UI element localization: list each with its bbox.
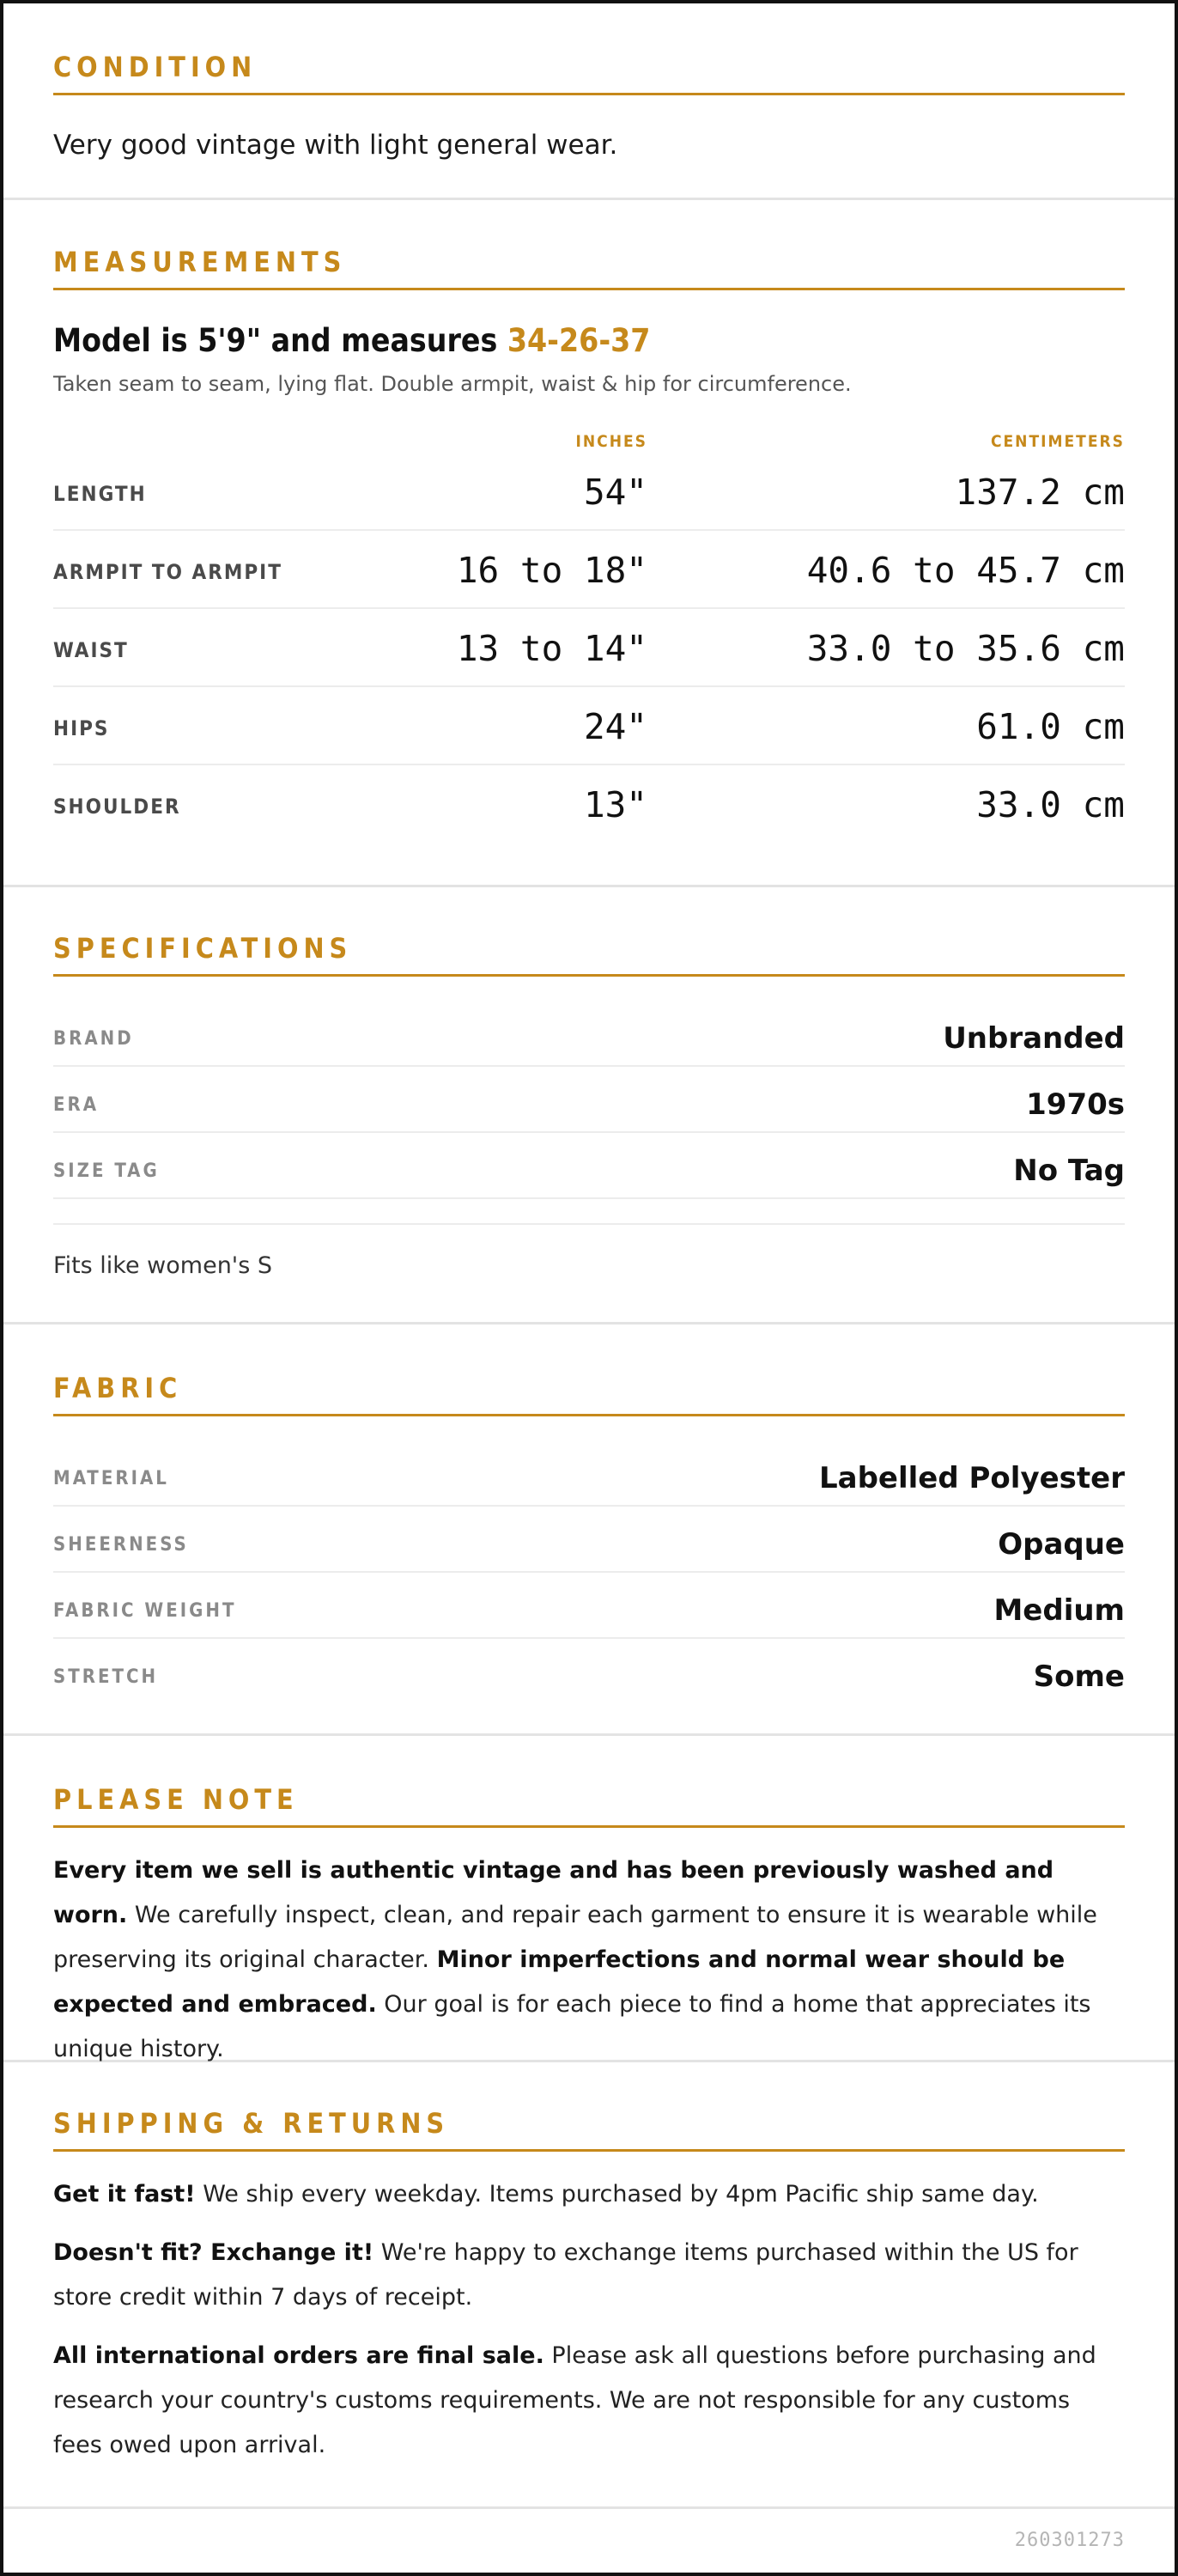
spec-key: SIZE TAG — [53, 1160, 160, 1182]
measurement-row-armpit — [53, 531, 1125, 609]
fabric-heading: FABRIC — [53, 1374, 1125, 1416]
fabric-value: Medium — [993, 1593, 1125, 1628]
sku-number: 260301273 — [1014, 2530, 1125, 2551]
model-measure-value: 34-26-37 — [507, 322, 651, 359]
measurement-inches: 16 to 18" — [456, 550, 647, 591]
condition-section — [3, 3, 1175, 200]
measurement-column-headers — [53, 396, 1125, 453]
measurement-cm: 137.2 cm — [955, 472, 1125, 513]
spec-row-era — [53, 1067, 1125, 1133]
measurement-row-length — [53, 453, 1125, 531]
shipping-international-bold: All international orders are final sale. — [53, 2342, 544, 2369]
fabric-row-stretch — [53, 1639, 1125, 1705]
fabric-row-weight — [53, 1573, 1125, 1639]
spec-value: Unbranded — [943, 1021, 1125, 1056]
fabric-row-material — [53, 1440, 1125, 1507]
fabric-value: Labelled Polyester — [818, 1461, 1125, 1495]
fabric-section — [3, 1325, 1175, 1736]
measurement-label: LENGTH — [53, 482, 147, 506]
measurements-section — [3, 200, 1175, 887]
measurements-heading: MEASUREMENTS — [53, 248, 1125, 290]
spec-value: 1970s — [1026, 1087, 1125, 1122]
shipping-fast-bold: Get it fast! — [53, 2181, 196, 2208]
specifications-section — [3, 887, 1175, 1325]
spec-row-brand — [53, 1001, 1125, 1067]
specifications-list — [53, 1001, 1125, 1199]
measurement-label: HIPS — [53, 716, 110, 740]
measurement-cm: 33.0 cm — [976, 784, 1125, 825]
fabric-key: FABRIC WEIGHT — [53, 1600, 237, 1622]
inches-header: INCHES — [575, 432, 647, 451]
shipping-exchange-bold: Doesn't fit? Exchange it! — [53, 2239, 374, 2266]
measurement-note: Taken seam to seam, lying flat. Double armpit, waist & hip for circumference. — [53, 372, 852, 396]
shipping-fast-text: We ship every weekday. Items purchased by 4pm Pacific ship same day. — [195, 2181, 1039, 2208]
spec-row-size-tag — [53, 1133, 1125, 1199]
spec-key: BRAND — [53, 1028, 134, 1050]
footer — [3, 2509, 1175, 2574]
measurement-label: SHOULDER — [53, 795, 181, 819]
please-note-section — [3, 1736, 1175, 2062]
measurement-inches: 54" — [583, 472, 647, 513]
fit-note: Fits like women's S — [53, 1223, 1125, 1279]
spec-value: No Tag — [1013, 1154, 1125, 1188]
shipping-returns-section — [3, 2062, 1175, 2509]
please-note-text — [53, 1848, 1125, 2072]
shipping-exchange-text: We're happy to exchange items purchased within the US for store credit within 7 days of receipt. — [53, 2239, 1078, 2311]
measurement-inches: 13 to 14" — [456, 628, 647, 669]
note-bold-imperfections: Minor imperfections and normal wear should be expected and embraced. — [53, 1946, 1066, 2018]
condition-text: Very good vintage with light general wear. — [53, 130, 618, 161]
measurement-row-hips — [53, 687, 1125, 765]
spec-key: ERA — [53, 1094, 100, 1116]
shipping-international-text: Please ask all questions before purchasing and research your country's customs requirements. We are not responsible for any customs fees owed upon arrival. — [53, 2342, 1096, 2458]
shipping-international-paragraph — [53, 2334, 1125, 2468]
note-text-inspect: We carefully inspect, clean, and repair each garment to ensure it is wearable while preserving its original character. — [53, 1902, 1097, 1973]
model-prefix: Model is 5'9" and measures — [53, 322, 507, 359]
measurement-row-waist — [53, 609, 1125, 687]
measurement-cm: 33.0 to 35.6 cm — [806, 628, 1125, 669]
shipping-heading: SHIPPING & RETURNS — [53, 2110, 1125, 2152]
fabric-key: STRETCH — [53, 1666, 159, 1688]
measurement-label: ARMPIT TO ARMPIT — [53, 560, 282, 584]
note-bold-authentic: Every item we sell is authentic vintage and has been previously washed and worn. — [53, 1857, 1054, 1928]
shipping-exchange-paragraph — [53, 2231, 1125, 2320]
fabric-list — [53, 1440, 1125, 1705]
fabric-value: Opaque — [998, 1527, 1125, 1562]
note-text-goal: Our goal is for each piece to find a home that appreciates its unique history. — [53, 1991, 1091, 2062]
specifications-heading: SPECIFICATIONS — [53, 935, 1125, 977]
shipping-fast-paragraph — [53, 2172, 1125, 2217]
measurement-row-shoulder — [53, 765, 1125, 843]
measurement-cm: 61.0 cm — [976, 706, 1125, 747]
measurement-inches: 24" — [583, 706, 647, 747]
fabric-row-sheerness — [53, 1507, 1125, 1573]
condition-heading: CONDITION — [53, 53, 1125, 95]
fabric-key: SHEERNESS — [53, 1534, 189, 1556]
model-measurements — [53, 322, 1125, 359]
please-note-heading: PLEASE NOTE — [53, 1786, 1125, 1828]
measurement-cm: 40.6 to 45.7 cm — [806, 550, 1125, 591]
centimeters-header: CENTIMETERS — [990, 432, 1125, 451]
fabric-value: Some — [1033, 1659, 1125, 1694]
measurement-label: WAIST — [53, 638, 129, 662]
fabric-key: MATERIAL — [53, 1468, 169, 1489]
measurement-inches: 13" — [583, 784, 647, 825]
measurement-table — [53, 453, 1125, 843]
